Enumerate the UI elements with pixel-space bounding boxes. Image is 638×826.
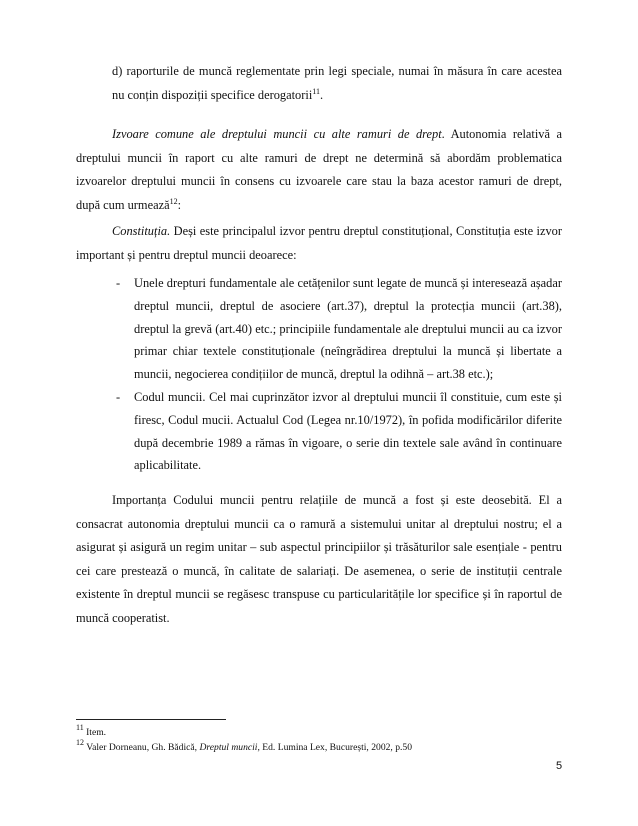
section-heading-italic: Izvoare comune ale dreptului muncii cu alte ramuri de drept [112,127,442,141]
list-item [116,272,562,386]
paragraph-importanta [76,489,562,631]
footnote-ref-11: 11 [312,86,320,96]
bullet-list [116,272,562,477]
paragraph-text-end: : [177,197,182,212]
footnote-text: , Ed. Lumina Lex, București, 2002, p.50 [257,742,412,753]
list-item-text: Unele drepturi fundamentale ale cetățenilor sunt legate de muncă și interesează așadar dreptul muncii, dreptul de asociere (art.37), dreptul la protecția muncii (art.38), dreptul la grevă (art.40) etc.; principiile fundamentale ale dreptului muncii au ca izvor primar chiar textele constituționale (neîngrădirea dreptului la muncă și libertate a muncii, negocierea condițiilor de muncă, dreptul la odihnă – art.38 etc.); [134,276,562,382]
paragraph-item-d [112,60,562,107]
list-item-text: Codul muncii. Cel mai cuprinzător izvor al dreptului muncii îl constituie, cum este și firesc, Codul mucii. Actualul Cod (Legea nr.10/1972), în pofida modificărilor diferite după decembrie 1989 a rămas în vigoare, o serie din textele sale având în continuare aplicabilitate. [134,389,562,473]
list-dash: - [116,389,121,404]
footnote-title-italic: Dreptul muncii [199,742,258,753]
paragraph-izvoare-comune [76,123,562,217]
footnote-11 [76,723,562,740]
footnote-ref-12: 12 [169,196,178,206]
paragraph-text: Importanța Codului muncii pentru relațiile de muncă a fost și este deosebită. El a consacrat autonomia dreptului muncii ca o ramură a sistemului unitar al dreptului nostru; el a asigurat și asigură un regim unitar – sub aspectul principiilor și trăsăturilor sale esențiale - pentru cei care prestează o muncă, în calitate de salariați. De asemenea, o serie de instituții centrale existente în dreptul muncii se regăsesc transpuse cu particularitățile lor specifice și în raportul de muncă cooperatist. [76,493,562,625]
footnote-separator [76,719,226,720]
paragraph-text: Deși este principalul izvor pentru dreptul constituțional, Constituția este izvor important și pentru dreptul muncii deoarece: [76,224,562,262]
list-item [116,386,562,477]
paragraph-text-end: . [319,87,324,102]
footnote-text: Valer Dorneanu, Gh. Bădică, [84,742,200,753]
paragraph-text: . Autonomia relativă a dreptului muncii în raport cu alte ramuri de drept ne determină să abordăm problematica izvoarelor dreptului muncii în consens cu izvoarele care stau la baza acestor ramuri de drept, după cum urmează [76,127,562,212]
paragraph-constitutia [76,220,562,267]
section-heading-italic: Constituția. [112,224,171,238]
paragraph-text: d) raporturile de muncă reglementate prin legi speciale, numai în măsura în care acestea nu conțin dispoziții specifice derogatorii [112,64,562,102]
footnote-text: Item. [83,727,107,738]
page-number: 5 [556,760,563,772]
footnote-number: 11 [76,723,84,732]
footnote-number: 12 [76,738,84,747]
footnote-12 [76,738,562,755]
list-dash: - [116,276,121,290]
